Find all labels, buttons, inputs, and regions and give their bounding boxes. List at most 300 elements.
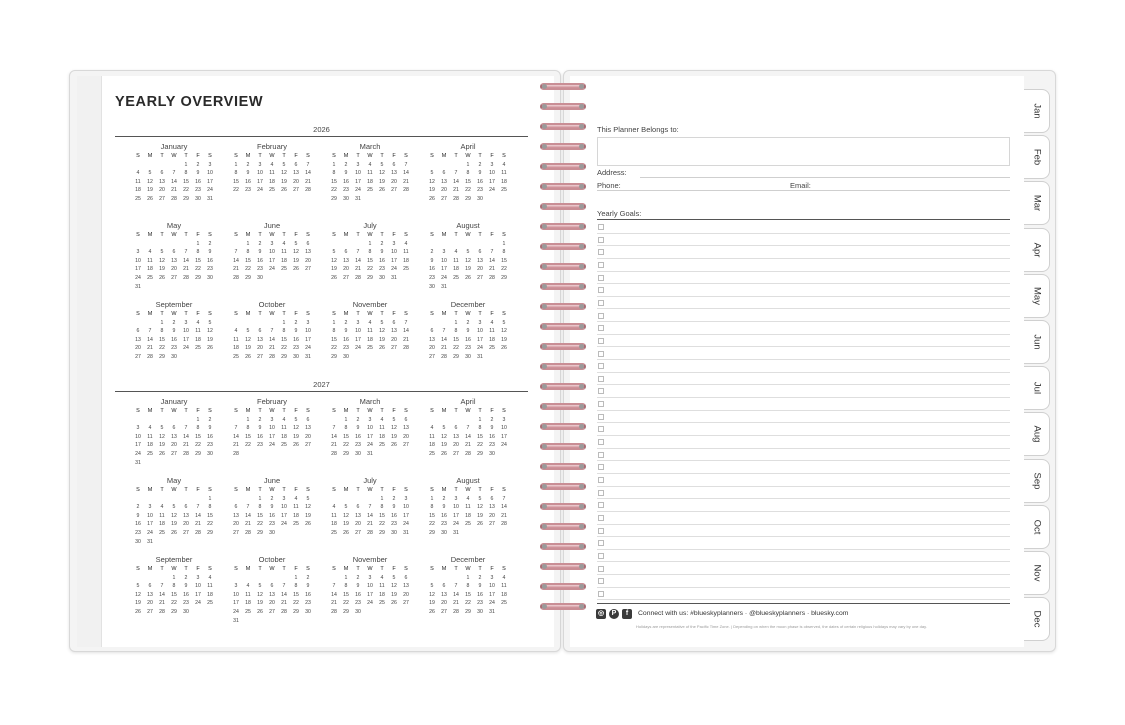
goal-line[interactable]: [597, 423, 1010, 436]
day-cell: 2: [442, 495, 446, 502]
weekday-label: W: [269, 232, 275, 238]
day-cell: 31: [305, 353, 311, 360]
day-cell: 14: [159, 591, 165, 598]
goal-checkbox[interactable]: [598, 224, 604, 230]
spiral-ring: [540, 242, 586, 251]
day-cell: 11: [281, 425, 287, 432]
week-row: [132, 257, 216, 266]
day-cell: 27: [441, 608, 447, 615]
weekday-label: M: [343, 487, 349, 493]
goal-checkbox[interactable]: [598, 515, 604, 521]
weekday-label: T: [454, 566, 458, 572]
day-cell: 23: [269, 521, 275, 528]
day-cell: 22: [245, 442, 251, 449]
weekday-label: S: [208, 408, 212, 414]
day-cell: [462, 283, 474, 292]
weekday-label: S: [502, 408, 506, 414]
goal-line[interactable]: [597, 246, 1010, 259]
goal-line[interactable]: [597, 449, 1010, 462]
tab-feb[interactable]: [1024, 135, 1050, 179]
goal-checkbox[interactable]: [598, 249, 604, 255]
week-row: [426, 319, 510, 328]
goal-line[interactable]: [597, 512, 1010, 525]
goal-line[interactable]: [597, 398, 1010, 411]
weekday-label: S: [306, 408, 310, 414]
day-cell: 2: [478, 574, 482, 581]
goal-line[interactable]: [597, 487, 1010, 500]
day-cell: 16: [441, 512, 447, 519]
weekday-label: M: [343, 311, 349, 317]
tab-label: Apr: [1031, 242, 1042, 257]
goal-checkbox[interactable]: [598, 262, 604, 268]
week-row: [328, 186, 412, 195]
tab-jan[interactable]: [1024, 89, 1050, 133]
day-cell: 6: [356, 504, 360, 511]
spiral-ring: [540, 82, 586, 91]
spiral-ring: [540, 542, 586, 551]
day-cell: 20: [453, 442, 459, 449]
day-cell: 24: [135, 450, 141, 457]
goal-line[interactable]: [597, 310, 1010, 323]
day-cell: 9: [258, 425, 262, 432]
goal-checkbox[interactable]: [598, 338, 604, 344]
day-cell: 16: [343, 336, 349, 343]
day-cell: 14: [195, 512, 201, 519]
day-cell: 7: [356, 249, 360, 256]
mini-month-name: July: [363, 221, 377, 230]
facebook-icon[interactable]: f: [622, 609, 632, 619]
weekday-label: T: [258, 566, 262, 572]
day-cell: 31: [441, 283, 447, 290]
day-cell: [230, 495, 242, 504]
goal-checkbox[interactable]: [598, 578, 604, 584]
goal-line[interactable]: [597, 575, 1010, 588]
day-cell: 21: [183, 442, 189, 449]
goal-line[interactable]: [597, 322, 1010, 335]
day-cell: 9: [196, 170, 200, 177]
tab-jul[interactable]: [1024, 366, 1050, 410]
weekday-label: T: [380, 153, 384, 159]
goal-line[interactable]: [597, 348, 1010, 361]
day-cell: [156, 495, 168, 504]
spiral-ring: [540, 282, 586, 291]
day-cell: 8: [282, 328, 286, 335]
day-cell: [254, 319, 266, 328]
goal-checkbox[interactable]: [598, 414, 604, 420]
day-cell: 1: [454, 319, 458, 326]
day-cell: 26: [379, 345, 385, 352]
day-cell: 5: [258, 583, 262, 590]
day-cell: 6: [306, 240, 310, 247]
spiral-ring: [540, 502, 586, 511]
goal-checkbox[interactable]: [598, 540, 604, 546]
day-cell: 16: [305, 591, 311, 598]
weekday-label: W: [171, 311, 177, 317]
day-cell: 3: [392, 240, 396, 247]
goal-line[interactable]: [597, 385, 1010, 398]
goal-checkbox[interactable]: [598, 490, 604, 496]
day-cell: 7: [270, 328, 274, 335]
day-cell: 22: [183, 187, 189, 194]
goal-line[interactable]: [597, 297, 1010, 310]
day-cell: 5: [172, 504, 176, 511]
day-cell: 1: [160, 319, 164, 326]
day-cell: [328, 574, 340, 583]
day-cell: 3: [356, 161, 360, 168]
goal-checkbox[interactable]: [598, 376, 604, 382]
day-cell: 14: [269, 336, 275, 343]
goal-line[interactable]: [597, 474, 1010, 487]
day-cell: 12: [391, 425, 397, 432]
day-cell: 19: [379, 336, 385, 343]
weekday-label: S: [306, 311, 310, 317]
week-row: [230, 512, 314, 521]
address-line[interactable]: [640, 177, 1010, 178]
goal-checkbox[interactable]: [598, 553, 604, 559]
day-cell: 1: [196, 416, 200, 423]
tab-oct[interactable]: [1024, 505, 1050, 549]
weekday-label: T: [356, 408, 360, 414]
weekday-label: M: [147, 566, 153, 572]
day-cell: 3: [356, 319, 360, 326]
day-cell: 24: [391, 266, 397, 273]
spiral-ring: [540, 322, 586, 331]
day-cell: [230, 574, 242, 583]
day-cell: 20: [477, 266, 483, 273]
day-cell: 16: [429, 266, 435, 273]
instagram-icon[interactable]: ◎: [597, 610, 605, 617]
week-row: [328, 608, 412, 617]
day-cell: [426, 416, 438, 425]
goal-checkbox[interactable]: [598, 300, 604, 306]
goal-line[interactable]: [597, 411, 1010, 424]
day-cell: 22: [379, 521, 385, 528]
day-cell: 23: [293, 345, 299, 352]
weekday-label: T: [282, 232, 286, 238]
goal-checkbox[interactable]: [598, 287, 604, 293]
day-cell: 9: [466, 328, 470, 335]
goal-checkbox[interactable]: [598, 566, 604, 572]
day-cell: 16: [293, 336, 299, 343]
goal-checkbox[interactable]: [598, 464, 604, 470]
weekday-label: M: [441, 487, 447, 493]
day-cell: 23: [441, 521, 447, 528]
day-cell: 14: [183, 257, 189, 264]
goal-line[interactable]: [597, 537, 1010, 550]
day-cell: 26: [429, 195, 435, 202]
day-cell: 19: [305, 512, 311, 519]
pinterest-icon[interactable]: P: [609, 609, 619, 619]
day-cell: [352, 353, 364, 362]
day-cell: 29: [501, 274, 507, 281]
goal-checkbox[interactable]: [598, 502, 604, 508]
day-cell: 14: [441, 336, 447, 343]
tab-mar[interactable]: [1024, 181, 1050, 225]
day-cell: 2: [356, 416, 360, 423]
goal-checkbox[interactable]: [598, 351, 604, 357]
day-cell: 13: [233, 512, 239, 519]
tab-apr[interactable]: [1024, 228, 1050, 272]
day-cell: 2: [294, 319, 298, 326]
spiral-ring: [540, 122, 586, 131]
day-cell: 2: [392, 495, 396, 502]
day-cell: 12: [293, 425, 299, 432]
weekday-label: W: [465, 487, 471, 493]
day-cell: [388, 608, 400, 617]
spiral-ring: [540, 202, 586, 211]
mini-month: [328, 221, 412, 283]
day-cell: [180, 538, 192, 547]
goal-line[interactable]: [597, 234, 1010, 247]
day-cell: 18: [465, 512, 471, 519]
day-cell: 4: [246, 583, 250, 590]
goal-line[interactable]: [597, 436, 1010, 449]
weekday-label: S: [234, 311, 238, 317]
day-cell: 26: [135, 608, 141, 615]
day-cell: [376, 195, 388, 204]
weekday-label: W: [367, 566, 373, 572]
goal-line[interactable]: [597, 563, 1010, 576]
weekday-label: S: [502, 153, 506, 159]
tab-may[interactable]: [1024, 274, 1050, 318]
day-cell: 28: [233, 450, 239, 457]
week-row: [230, 327, 314, 336]
day-cell: 5: [294, 240, 298, 247]
day-cell: 11: [367, 328, 373, 335]
weekday-label: M: [441, 311, 447, 317]
day-cell: 21: [195, 521, 201, 528]
weekday-label: S: [404, 408, 408, 414]
week-row: [328, 503, 412, 512]
goal-line[interactable]: [597, 499, 1010, 512]
day-cell: 12: [441, 433, 447, 440]
goal-checkbox[interactable]: [598, 388, 604, 394]
day-cell: 13: [171, 433, 177, 440]
day-cell: 5: [282, 161, 286, 168]
day-cell: 29: [183, 195, 189, 202]
yearly-goals-rule: [597, 219, 1010, 220]
weekday-label: S: [332, 311, 336, 317]
day-cell: [426, 319, 438, 328]
week-row: [132, 433, 216, 442]
weekday-label: W: [269, 487, 275, 493]
day-cell: 25: [453, 274, 459, 281]
day-cell: 19: [293, 257, 299, 264]
day-cell: [426, 574, 438, 583]
day-cell: 21: [403, 336, 409, 343]
goal-checkbox[interactable]: [598, 313, 604, 319]
goal-line[interactable]: [597, 221, 1010, 234]
day-cell: 6: [294, 161, 298, 168]
day-cell: 17: [269, 257, 275, 264]
week-row: [230, 169, 314, 178]
tab-aug[interactable]: [1024, 412, 1050, 456]
goal-line[interactable]: [597, 360, 1010, 373]
day-cell: 5: [430, 583, 434, 590]
day-cell: 31: [135, 459, 141, 466]
week-row: [230, 336, 314, 345]
day-cell: 17: [207, 178, 213, 185]
week-row: [230, 319, 314, 328]
day-cell: 9: [356, 583, 360, 590]
day-cell: 29: [343, 608, 349, 615]
day-cell: 26: [331, 274, 337, 281]
day-cell: 13: [477, 257, 483, 264]
weekday-label: W: [465, 153, 471, 159]
day-cell: 1: [332, 161, 336, 168]
day-cell: 17: [477, 336, 483, 343]
day-cell: [400, 353, 412, 362]
mini-month-name: May: [166, 221, 182, 230]
week-row: [132, 424, 216, 433]
weekday-label: F: [490, 566, 494, 572]
day-cell: 10: [195, 583, 201, 590]
tab-sep[interactable]: [1024, 459, 1050, 503]
weekday-label: W: [367, 232, 373, 238]
day-cell: 17: [183, 336, 189, 343]
day-cell: 4: [502, 161, 506, 168]
weekday-label: S: [234, 487, 238, 493]
goal-line[interactable]: [597, 588, 1010, 601]
day-cell: 6: [234, 504, 238, 511]
goal-checkbox[interactable]: [598, 363, 604, 369]
day-cell: 7: [368, 504, 372, 511]
day-cell: 18: [147, 442, 153, 449]
goal-checkbox[interactable]: [598, 477, 604, 483]
day-cell: [180, 283, 192, 292]
goal-checkbox[interactable]: [598, 452, 604, 458]
tab-label: Jan: [1031, 103, 1042, 119]
goal-line[interactable]: [597, 335, 1010, 348]
day-cell: 11: [245, 591, 251, 598]
day-cell: 6: [442, 583, 446, 590]
day-cell: 12: [293, 249, 299, 256]
day-cell: 28: [441, 353, 447, 360]
day-cell: 17: [269, 433, 275, 440]
week-row: [230, 599, 314, 608]
goal-checkbox[interactable]: [598, 439, 604, 445]
day-cell: 20: [403, 433, 409, 440]
goal-line[interactable]: [597, 373, 1010, 386]
day-cell: 18: [269, 178, 275, 185]
goal-checkbox[interactable]: [598, 401, 604, 407]
day-cell: 9: [356, 425, 360, 432]
spiral-ring: [540, 182, 586, 191]
weekday-label: M: [343, 566, 349, 572]
day-cell: 21: [305, 178, 311, 185]
day-cell: 24: [207, 187, 213, 194]
yearly-goals-label: Yearly Goals:: [597, 209, 642, 218]
day-cell: [462, 416, 474, 425]
week-row: [426, 344, 510, 353]
day-cell: [340, 495, 352, 504]
weekday-label: T: [454, 153, 458, 159]
weekday-header: [132, 152, 216, 161]
day-cell: [400, 195, 412, 204]
day-cell: 10: [367, 583, 373, 590]
day-cell: 29: [465, 195, 471, 202]
day-cell: [168, 495, 180, 504]
day-cell: 14: [305, 170, 311, 177]
day-cell: [364, 195, 376, 204]
day-cell: [180, 353, 192, 362]
tab-nov[interactable]: [1024, 551, 1050, 595]
weekday-label: T: [478, 408, 482, 414]
day-cell: 12: [207, 328, 213, 335]
weekday-header: [132, 407, 216, 416]
day-cell: [192, 459, 204, 468]
tab-jun[interactable]: [1024, 320, 1050, 364]
goal-line[interactable]: [597, 550, 1010, 563]
weekday-header: [426, 407, 510, 416]
weekday-label: S: [136, 408, 140, 414]
goal-line[interactable]: [597, 461, 1010, 474]
spiral-ring: [540, 362, 586, 371]
day-cell: 12: [391, 583, 397, 590]
week-row: [328, 248, 412, 257]
day-cell: 7: [306, 161, 310, 168]
goal-line[interactable]: [597, 259, 1010, 272]
phone-line[interactable]: [597, 190, 1010, 191]
day-cell: 29: [379, 529, 385, 536]
goal-checkbox[interactable]: [598, 325, 604, 331]
day-cell: 21: [501, 512, 507, 519]
day-cell: 12: [171, 512, 177, 519]
day-cell: [400, 450, 412, 459]
belongs-to-field[interactable]: [597, 137, 1010, 166]
goal-line[interactable]: [597, 284, 1010, 297]
week-row: [328, 274, 412, 283]
goal-line[interactable]: [597, 525, 1010, 538]
goal-checkbox[interactable]: [598, 237, 604, 243]
day-cell: 26: [441, 450, 447, 457]
day-cell: 11: [501, 170, 507, 177]
goal-line[interactable]: [597, 272, 1010, 285]
day-cell: 25: [147, 450, 153, 457]
mini-month: [230, 300, 314, 362]
goal-checkbox[interactable]: [598, 528, 604, 534]
spiral-ring: [540, 302, 586, 311]
goal-checkbox[interactable]: [598, 426, 604, 432]
mini-month: [230, 397, 314, 459]
day-cell: 3: [404, 495, 408, 502]
day-cell: [156, 161, 168, 170]
day-cell: 12: [379, 328, 385, 335]
tab-dec[interactable]: [1024, 597, 1050, 641]
day-cell: [156, 416, 168, 425]
goal-checkbox[interactable]: [598, 275, 604, 281]
week-row: [328, 257, 412, 266]
week-row: [426, 512, 510, 521]
day-cell: [388, 353, 400, 362]
day-cell: 25: [207, 600, 213, 607]
day-cell: 25: [281, 266, 287, 273]
day-cell: 22: [195, 266, 201, 273]
day-cell: 11: [429, 433, 435, 440]
week-row: [230, 591, 314, 600]
day-cell: 4: [282, 240, 286, 247]
day-cell: 19: [281, 178, 287, 185]
mini-month-name: October: [258, 555, 286, 564]
day-cell: 10: [355, 328, 361, 335]
day-cell: 20: [257, 345, 263, 352]
day-cell: [328, 416, 340, 425]
day-cell: 11: [269, 170, 275, 177]
goal-checkbox[interactable]: [598, 591, 604, 597]
day-cell: 7: [196, 504, 200, 511]
day-cell: 25: [429, 450, 435, 457]
day-cell: 11: [367, 170, 373, 177]
